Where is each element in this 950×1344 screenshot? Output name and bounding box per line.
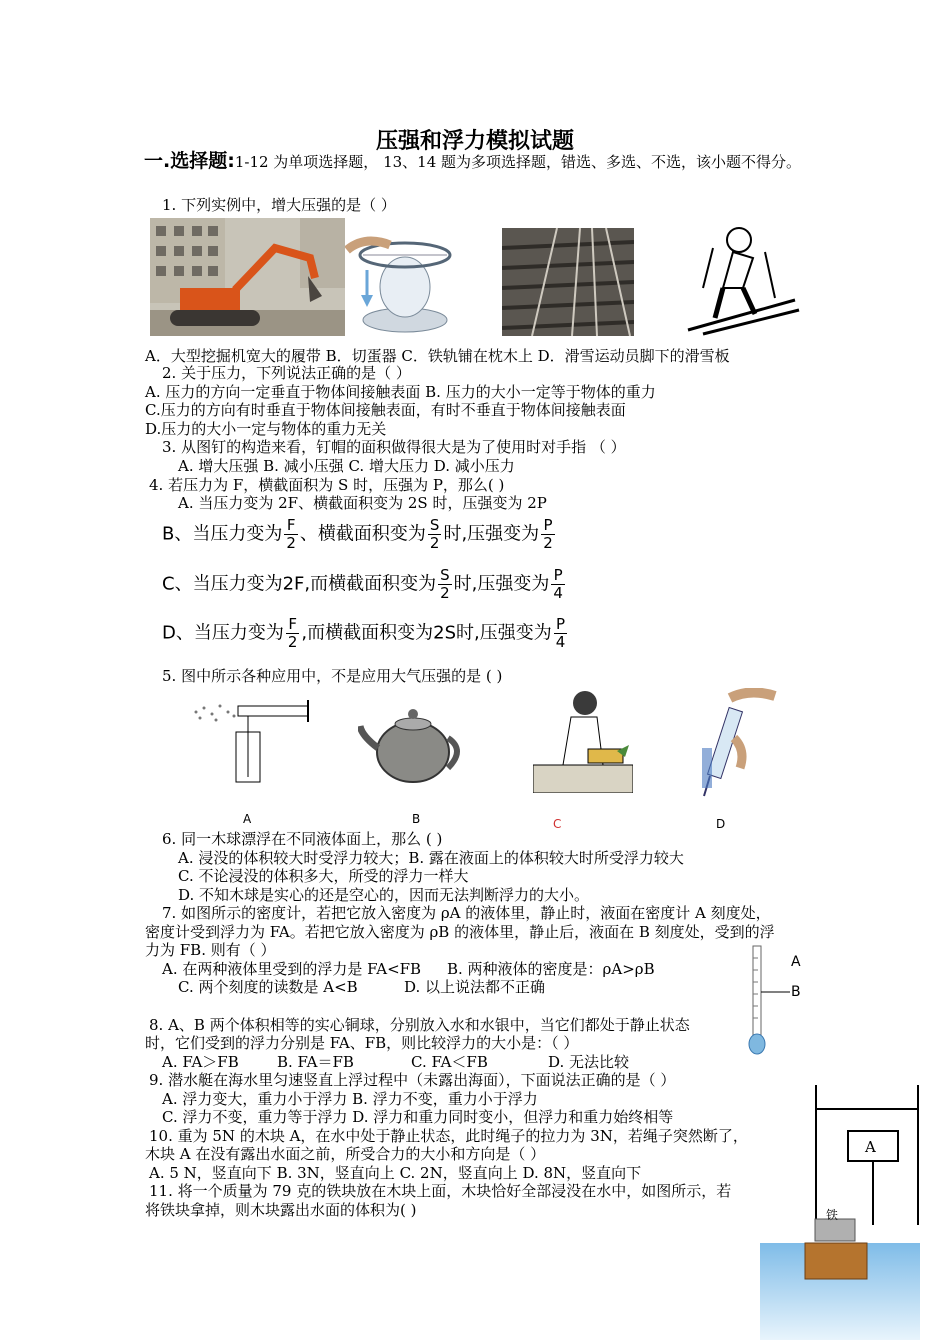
sprayer-image (186, 692, 316, 787)
q7-option-d: D. 以上说法都不正确 (404, 978, 546, 996)
q9-option-cd: C. 浮力不变，重力等于浮力 D. 浮力和重力同时变小，但浮力和重力始终相等 (162, 1108, 674, 1126)
hydrometer-label-b: B (791, 984, 801, 1000)
q6-option-c: C. 不论浸没的体积多大，所受的浮力一样大 (178, 867, 469, 885)
q4-option-b (162, 517, 557, 552)
section-header (144, 152, 814, 172)
q4-option-c (162, 567, 567, 602)
fraction-p-over-4: $\frac{P}{4}$ (555, 615, 566, 651)
q8-option-d: D. 无法比较 (548, 1053, 630, 1071)
q4-option-d (162, 616, 569, 651)
q8-option-c: C. FA＜FB (411, 1053, 488, 1071)
iron-label: 铁 (826, 1208, 839, 1222)
fraction-s-over-2: $\frac{S}{2}$ (440, 566, 450, 602)
fraction-p-over-2: $\frac{P}{2}$ (543, 516, 553, 552)
q11-line2: 将铁块拿掉，则木块露出水面的体积为( ) (145, 1201, 417, 1219)
wood-iron-water-diagram (760, 1215, 920, 1340)
q2-option-ab: A. 压力的方向一定垂直于物体间接触表面 B. 压力的大小一定等于物体的重力 (145, 383, 656, 401)
q7-line1: 7. 如图所示的密度计，若把它放入密度为 ρA 的液体里，静止时，液面在密度计 A 刻度处， (162, 904, 771, 922)
block-a-label: A (865, 1138, 876, 1156)
q2-option-d: D.压力的大小一定与物体的重力无关 (145, 420, 387, 438)
q5-label-d: D (716, 817, 726, 831)
q8-option-a: A. FA＞FB (162, 1053, 239, 1071)
egg-slicer-image (345, 225, 460, 337)
q4-stem: 4. 若压力为 F，横截面积为 S 时，压强为 P，那么( ) (149, 476, 505, 494)
q5-label-b: B (412, 812, 421, 826)
q4-d-text2: ,而横截面积变为2S时,压强变为 (301, 622, 552, 644)
fraction-f-over-2: $\frac{F}{2}$ (286, 516, 296, 552)
q6-stem: 6. 同一木球漂浮在不同液体面上，那么 ( ) (162, 830, 443, 848)
fraction-f-over-2: $\frac{F}{2}$ (287, 615, 298, 651)
q5-label-c: C (553, 817, 562, 831)
q6-option-d: D. 不知木球是实心的还是空心的，因而无法判断浮力的大小。 (178, 886, 590, 904)
q3-stem: 3. 从图钉的构造来看，钉帽的面积做得很大是为了使用时对手指 （ ） (162, 438, 626, 456)
q4-b-text2: 、横截面积变为 (299, 523, 426, 545)
q2-option-c: C.压力的方向有时垂直于物体间接触表面，有时不垂直于物体间接触表面 (145, 401, 626, 419)
fraction-s-over-2: $\frac{S}{2}$ (429, 516, 440, 552)
q10-line2: 木块 A 在没有露出水面之前，所受合力的大小和方向是（ ） (145, 1145, 546, 1163)
q4-c-text1: C、当压力变为2F,而横截面积变为 (162, 573, 437, 595)
excavator-image (150, 218, 345, 336)
q9-option-ab: A. 浮力变大，重力小于浮力 B. 浮力不变，重力小于浮力 (162, 1090, 538, 1108)
q10-options: A. 5 N，竖直向下 B. 3N，竖直向上 C. 2N，竖直向上 D. 8N，竖直向下 (149, 1164, 642, 1182)
q7-option-a: A. 在两种液体里受到的浮力是 FA<FB (162, 960, 422, 978)
q1-options: A．大型挖掘机宽大的履带 B．切蛋器 C．铁轨铺在枕木上 D．滑雪运动员脚下的滑雪板 (145, 347, 730, 365)
q1-stem: 1. 下列实例中，增大压强的是（ ） (162, 196, 396, 214)
q4-option-a: A. 当压力变为 2F、横截面积变为 2S 时，压强变为 2P (178, 494, 547, 512)
q4-b-text3: 时,压强变为 (443, 523, 540, 545)
q10-line1: 10. 重为 5N 的木块 A，在水中处于静止状态，此时绳子的拉力为 3N，若绳子突然断了， (149, 1127, 748, 1145)
section-instructions: 1-12 为单项选择题， 13、14 题为多项选择题，错选、多选、不选，该小题不得分。 (234, 153, 802, 171)
q5-stem: 5. 图中所示各种应用中，不是应用大气压强的是 ( ) (162, 667, 503, 685)
section-heading: 一.选择题: (144, 150, 235, 172)
hydrometer-label-a: A (791, 954, 801, 970)
teapot-image (358, 700, 468, 788)
railway-image (502, 228, 634, 336)
fraction-p-over-4: $\frac{P}{4}$ (553, 566, 563, 602)
skier-image (683, 218, 801, 338)
q4-b-text1: B、当压力变为 (162, 523, 283, 545)
q8-line1: 8. A、B 两个体积相等的实心铜球，分别放入水和水银中，当它们都处于静止状态 (149, 1016, 690, 1034)
q11-line1: 11. 将一个质量为 79 克的铁块放在木块上面，木块恰好全部浸没在水中，如图所示，若 (149, 1182, 732, 1200)
page-title: 压强和浮力模拟试题 (375, 128, 574, 154)
q7-option-c: C. 两个刻度的读数是 A<B (178, 978, 358, 996)
q7-option-b: B. 两种液体的密度是：ρA>ρB (447, 960, 655, 978)
q4-d-text1: D、当压力变为 (162, 622, 284, 644)
q2-stem: 2. 关于压力，下列说法正确的是（ ） (162, 364, 411, 382)
syringe-image (690, 688, 780, 800)
q8-option-b: B. FA＝FB (277, 1053, 354, 1071)
q6-option-ab: A. 浸没的体积较大时受浮力较大；B. 露在液面上的体积较大时所受浮力较大 (178, 849, 684, 867)
q7-line2: 密度计受到浮力为 FA。若把它放入密度为 ρB 的液体里，静止后，液面在 B 刻度处，受到的浮 (145, 923, 775, 941)
q7-line3: 力为 FB. 则有（ ） (145, 941, 276, 959)
q8-line2: 时，它们受到的浮力分别是 FA、FB，则比较浮力的大小是：（ ） (145, 1034, 579, 1052)
q3-options: A. 增大压强 B. 减小压强 C. 增大压力 D. 减小压力 (178, 457, 515, 475)
q4-c-text2: 时,压强变为 (453, 573, 550, 595)
q5-label-a: A (243, 812, 252, 826)
woman-cooking-image (533, 685, 633, 793)
q9-stem: 9. 潜水艇在海水里匀速竖直上浮过程中（未露出海面），下面说法正确的是（ ） (149, 1071, 676, 1089)
